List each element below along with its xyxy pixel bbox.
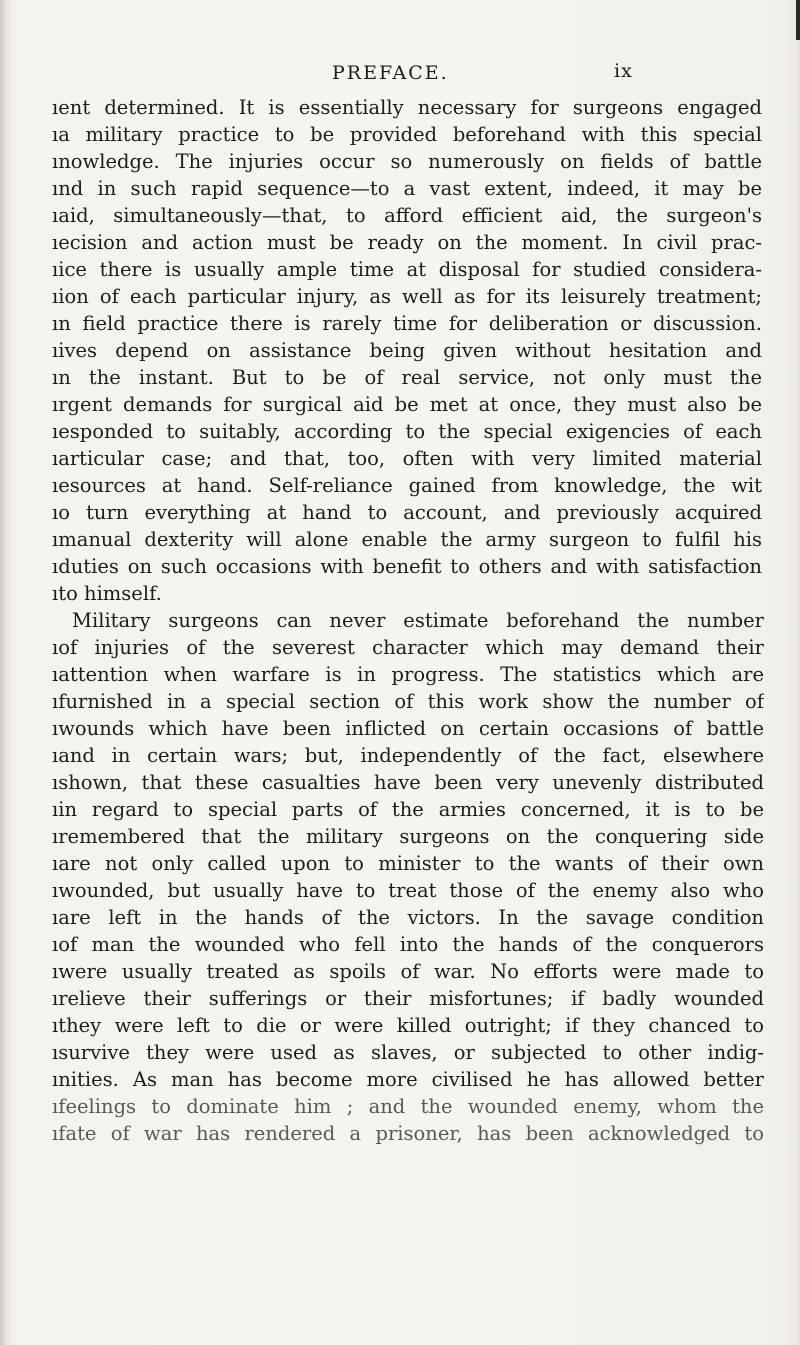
text-line: ıent determined. It is essentially necessary for surgeons engaged [52, 96, 762, 119]
text-line: ıduties on such occasions with benefit to others and with satisfaction [52, 555, 762, 578]
text-line: ıwere usually treated as spoils of war. No efforts were made to [52, 960, 764, 983]
text-line: ın the instant. But to be of real service, not only must the [52, 366, 762, 389]
text-line: ırgent demands for surgical aid be met at once, they must also be [52, 393, 762, 416]
running-head [0, 60, 800, 86]
text-line: ırelieve their sufferings or their misfortunes; if badly wounded [52, 987, 764, 1010]
text-line: ıaid, simultaneously—that, to afford efficient aid, the surgeon's [52, 204, 762, 227]
text-line: ıion of each particular injury, as well as for its leisurely treatment; [52, 285, 762, 308]
text-line: ıarticular case; and that, too, often with very limited material [52, 447, 762, 470]
text-line: ıof injuries of the severest character which may demand their [52, 636, 764, 659]
page-edge [786, 0, 800, 1345]
text-line: ıecision and action must be ready on the moment. In civil prac- [52, 231, 762, 254]
text-line: ısurvive they were used as slaves, or subjected to other indig- [52, 1041, 764, 1064]
text-line: ınowledge. The injuries occur so numerously on fields of battle [52, 150, 762, 173]
text-line: ıto himself. [52, 582, 162, 605]
text-line: ıfurnished in a special section of this work show the number of [52, 690, 764, 713]
text-line: ın field practice there is rarely time for deliberation or discussion. [52, 312, 762, 335]
text-line: ıare not only called upon to minister to the wants of their own [52, 852, 764, 875]
text-line: ımanual dexterity will alone enable the army surgeon to fulfil his [52, 528, 762, 551]
text-line: ıin regard to special parts of the armies concerned, it is to be [52, 798, 764, 821]
text-line: ıo turn everything at hand to account, and previously acquired [52, 501, 762, 524]
text-line: ıof man the wounded who fell into the hands of the conquerors [52, 933, 764, 956]
text-line: ıesponded to suitably, according to the special exigencies of each [52, 420, 762, 443]
text-line: ıfeelings to dominate him ; and the wounded enemy, whom the [52, 1095, 764, 1118]
running-title: PREFACE. [332, 62, 449, 84]
page-number: ix [614, 60, 633, 82]
text-line: ıremembered that the military surgeons on the conquering side [52, 825, 764, 848]
text-line: ıwounds which have been inflicted on certain occasions of battle [52, 717, 764, 740]
text-line: ıa military practice to be provided beforehand with this special [52, 123, 762, 146]
text-line: ıattention when warfare is in progress. The statistics which are [52, 663, 764, 686]
text-line: ıare left in the hands of the victors. In the savage condition [52, 906, 764, 929]
text-line: ıesources at hand. Self-reliance gained from knowledge, the wit [52, 474, 762, 497]
text-line: ıice there is usually ample time at disposal for studied considera- [52, 258, 762, 281]
text-line: ıshown, that these casualties have been very unevenly distributed [52, 771, 764, 794]
text-line: ıives depend on assistance being given without hesitation and [52, 339, 762, 362]
paragraph-first-line: Military surgeons can never estimate beforehand the number [72, 609, 764, 632]
gutter-shadow [0, 0, 12, 1345]
text-line: ınd in such rapid sequence—to a vast extent, indeed, it may be [52, 177, 762, 200]
text-line: ıand in certain wars; but, independently of the fact, elsewhere [52, 744, 764, 767]
text-line: ıthey were left to die or were killed outright; if they chanced to [52, 1014, 764, 1037]
text-line: ıwounded, but usually have to treat those of the enemy also who [52, 879, 764, 902]
text-line: ıfate of war has rendered a prisoner, has been acknowledged to [52, 1122, 764, 1145]
text-line: ınities. As man has become more civilised he has allowed better [52, 1068, 764, 1091]
corner-mark [796, 0, 800, 40]
